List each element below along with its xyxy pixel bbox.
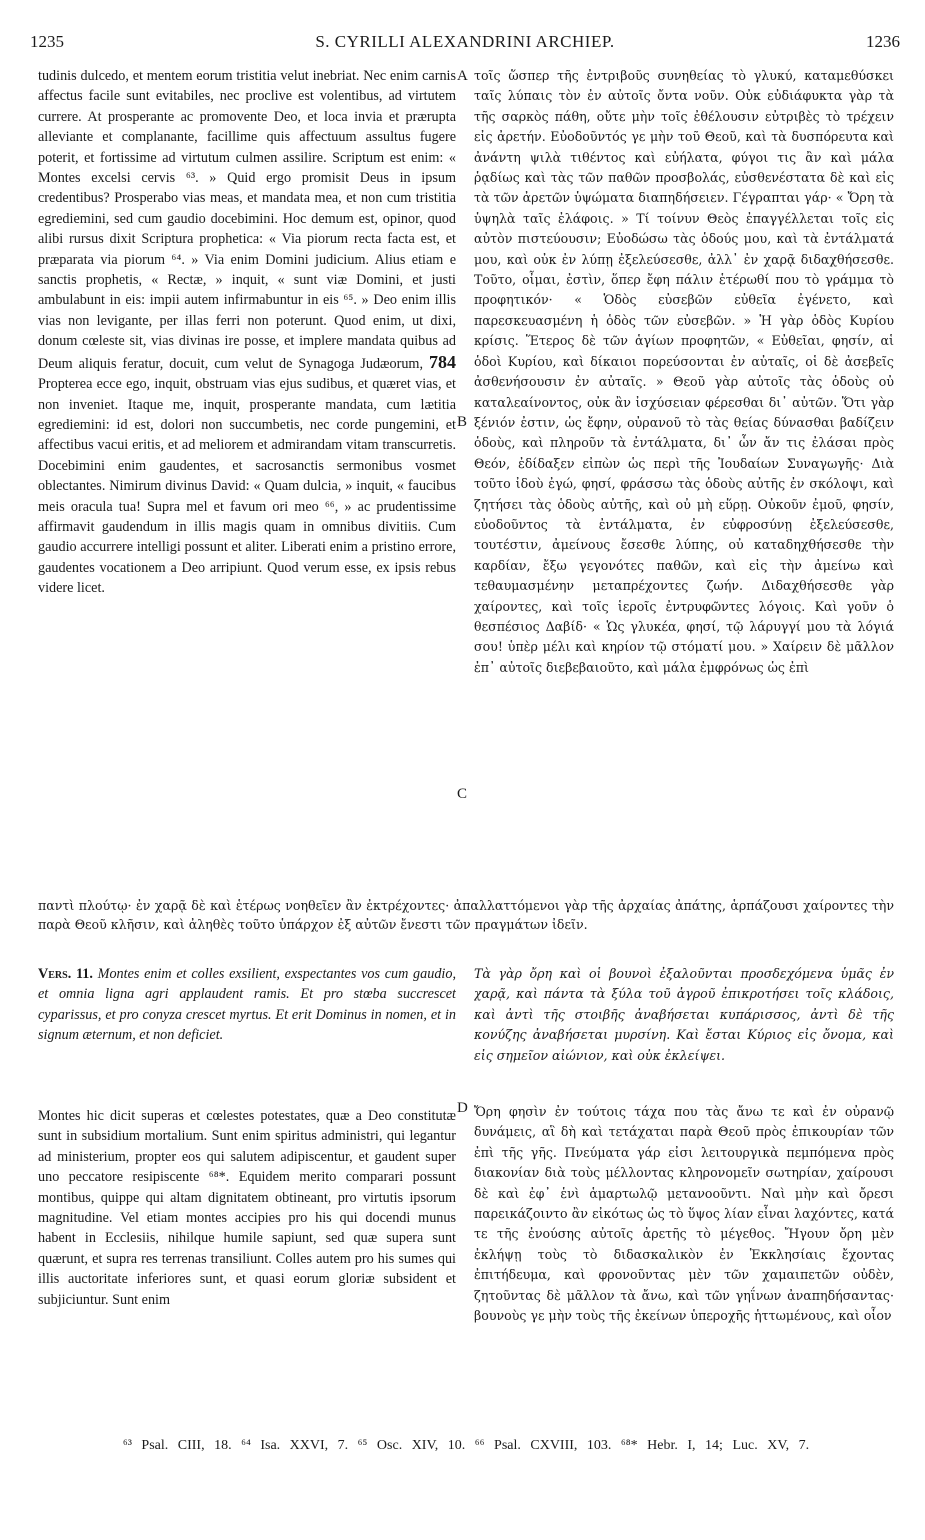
- page-number-left: 1235: [30, 32, 64, 51]
- marker-c: C: [457, 786, 468, 802]
- latin-verse: [38, 964, 456, 1084]
- footnotes: ⁶³ Psal. CIII, 18. ⁶⁴ Isa. XXVI, 7. ⁶⁵ Osc. XIV, 10. ⁶⁶ Psal. CXVIII, 103. ⁶⁸* Hebr. I, 14; Luc. XV, 7.: [122, 1438, 810, 1453]
- page-header: [30, 32, 900, 56]
- latin-column-bottom: [38, 1106, 456, 1416]
- marker-d: D: [457, 1100, 468, 1116]
- latin-text-1b: Propterea ecce ego, inquit, obstruam vias ejus sudibus, et quæret vias, et non inveniet. Itaque me, inquit, prosperante mandata, cum lætitia egrediemini: id est, dolori non succumbetis, nec corde pungemini, et affectibus vacui eritis, et ad meliorem et admirandam vitam transcurretis. Docebimini enim gaudentes, et sacrosanctis sermonibus vosmet oblectantes. Nimirum divinus David: « Quam dulcia, » inquit, « faucibus meis oracula tua! Supra mel et favum ori meo ⁶⁶, » ac prudentissime affirmavit gaudendum in illis magis quam in omnibus divitiis. Cum gaudio accurrere intelligi possunt et aliter. Liberati enim a pristino errore, gaudentes vocationem a Deo arripiunt. Quod verum esse, ex ipsis rebus videre licet.: [38, 376, 456, 597]
- latin-text-1a: tudinis dulcedo, et mentem eorum tristitia velut inebriat. Nec enim carnis affectus facile sunt evitabiles, nec proclive est volentibus, ad virtutem currere. At prosperante ac promovente Deo, et loca invia et prærupta alleviante et complanante, facillime quis affectuum assultus fugere poterit, et fortissime ad virtutum culmen assilire. Scriptum est enim: « Montes excelsi cervis ⁶³. » Quid ergo promisit Deus in ipsum credentibus? Prosperabo vias meas, et mandata mea, et non cum tristitia egrediemini, sed cum gaudio docebimini. Hoc demum est, opinor, quod alibi rursus dixit Scriptura prophetica: « Via piorum recta facta est, et præparata via piorum ⁶⁴. » Via enim Domini judicium. Alius etiam e sanctis prophetis, « Rectæ, » inquit, « sunt viæ Domini, et justi ambulabunt in eis: impii autem infirmabuntur in eis ⁶⁵. » Deo enim illis vias non levigante, per illas ferri non poterunt. Quod enim, ut dixi, donum cœleste sit, vias divinas ire posse, et implere mandata quibus ad Deum aliquis feratur, docuit, cum velut de Synagoga Judæorum,: [38, 68, 456, 372]
- marker-b: B: [457, 414, 468, 430]
- marker-a: A: [457, 68, 468, 84]
- greek-column-bottom: [474, 1102, 894, 1416]
- greek-column-top: [474, 66, 894, 896]
- verse-label: Vers. 11.: [38, 966, 93, 982]
- page-number-right: 1236: [866, 32, 900, 51]
- greek-verse-text: Τὰ γὰρ ὄρη καὶ οἱ βουνοὶ ἐξαλοῦνται προσδεχόμενα ὑμᾶς ἐν χαρᾷ, καὶ πάντα τὰ ξύλα τοῦ ἀγροῦ ἐπικροτήσει τοῖς κλάδοις, καὶ ἀντὶ τῆς στοιβῆς ἀναβήσεται κυπάρισσος, ἀντὶ δὲ τῆς κονύζης ἀναβήσεται μυρσίνη. Καὶ ἔσται Κύριος εἰς ὄνομα, καὶ εἰς σημεῖον αἰώνιον, καὶ οὐκ ἐκλείψει.: [474, 966, 894, 1063]
- latin-verse-text: Montes enim et colles exsilient, exspectantes vos cum gaudio, et omnia ligna agri applaudent ramis. Et pro stœba succrescet cyparissus, et pro conyza crescet myrtus. Et erit Dominus in nomen, et in signum æternum, et non deficiet.: [38, 966, 456, 1044]
- latin-paragraph-2: Montes hic dicit superas et cœlestes potestates, quæ a Deo constitutæ sunt in subsidium mortalium. Sunt enim spiritus administri, qui legantur ad ministerium, propter eos qui salutem adipiscentur, et gaudent super uno peccatore resipiscente ⁶⁸*. Equidem merito comparari possunt montibus, quippe qui altam dignitatem obtineant, pro virtutis ipsorum magnitudine. Vel etiam montes accipies pro his qui docendi munus habent in Ecclesiis, nihilque humile sapiunt, sed quæ supera sunt quærunt, et supra res terrenas transiliunt. Colles autem pro his sumes qui illis auctoritate inferiores sunt, et quasi eorum gloriæ subsident et subjiciuntur. Sunt enim: [38, 1108, 456, 1308]
- running-title: S. CYRILLI ALEXANDRINI ARCHIEP.: [315, 32, 615, 51]
- greek-verse: [474, 964, 894, 1090]
- latin-column-top: [38, 66, 456, 896]
- greek-paragraph-2: Ὄρη φησὶν ἐν τούτοις τάχα που τὰς ἄνω τε καὶ ἐν οὐρανῷ δυνάμεις, αἳ δὴ καὶ τετάχαται παρὰ Θεοῦ πρὸς ἐπικουρίαν τῶν ἐπὶ τῆς γῆς. Πνεύματα γάρ εἰσι λειτουργικὰ πεμπόμενα πρὸς διακονίαν διὰ τοὺς μέλλοντας κληρονομεῖν σωτηρίαν, χαίρουσι δὲ καὶ ἐφ᾽ ἑνὶ ἁμαρτωλῷ μετανοοῦντι. Ναὶ μὴν καὶ ὄρεσι παρεικάζοιντο ἂν εἰκότως ὡς τὸ ὕψος λίαν εἶναι λαχόντες, κατά τε τῆς ἐνούσης αὐτοῖς ἀρετῆς τὸ μέγεθος. Ἤγουν ὄρη μὲν ἐκλήψῃ τοὺς τὸ διδασκαλικὸν ἐν Ἐκκλησίαις ἔχοντας ἐπιτήδευμα, καὶ φρονοῦντας μὲν τῶν χαμαιπετῶν οὐδὲν, ζητοῦντας δὲ μᾶλλον τὰ ἄνω, καὶ τῶν γηΐνων ἀναπηδήσαντας· βουνοὺς γε μὴν τοὺς τῆς ἐκείνων ὑπεροχῆς ἡττωμένους, καὶ οἷον: [474, 1104, 894, 1324]
- greek-fullwidth-line: παντὶ πλούτῳ· ἐν χαρᾷ δὲ καὶ ἑτέρως νοηθεῖεν ἂν ἐκτρέχοντες· ἀπαλλαττόμενοι γὰρ τῆς ἀρχαίας ἀπάτης, ἁρπάζουσι χαίροντες τὴν παρὰ Θεοῦ κλῆσιν, καὶ ἀληθὲς τοῦτο ὑπάρχον ἐξ αὐτῶν ἔνεστι τῶν πραγμάτων ἰδεῖν.: [38, 898, 894, 932]
- latin-paragraph-1: [38, 66, 456, 599]
- column-number: 784: [429, 351, 456, 372]
- greek-paragraph-1: τοῖς ὥσπερ τῆς ἐντριβοῦς συνηθείας τὸ γλυκύ, καταμεθύσκει ταῖς λύπαις τὸν ἐν αὐτοῖς ὄντα νοῦν. Οὐκ εὐδιάφυκτα γὰρ τὰ τῆς σαρκὸς πάθη, οὔτε μὴν τοῖς ἐθέλουσιν εὐτριβὲς τὸ τρέχειν εἰς ἀρετήν. Εὐοδοῦντός γε μὴν τοῦ Θεοῦ, καὶ τὰ δυσπόρευτα καὶ ἀνάντη ψιλὰ τιθέντος καὶ εὐήλατα, φύγοι τις ἂν καὶ μάλα ῥᾳδίως καὶ τὰς τῶν παθῶν προσβολάς, εὐσθενέστατα δὲ καὶ εἰς τὰ τῶν ἀρετῶν ὑψώματα διαπηδήσειεν. Γέγραπται γάρ· « Ὄρη τὰ ὑψηλὰ ταῖς ἐλάφοις. » Τί τοίνυν Θεὸς ἐπαγγέλλεται τοῖς εἰς αὐτὸν πιστεύουσιν; Εὐοδώσω τὰς ὁδούς μου, καὶ τὰ ἐντάλματά μου, καὶ οὐκ ἐν λύπῃ ἐξελεύσεσθε, ἀλλ᾽ ἐν χαρᾷ διδαχθήσεσθε. Τοῦτο, οἶμαι, ἐστὶν, ὅπερ ἔφη πάλιν ἑτέρωθί που τὸ γράμμα τὸ προφητικόν· « Ὁδὸς εὐσεβῶν εὐθεῖα ἐγένετο, καὶ παρεσκευασμένη ἡ ὁδὸς τῶν εὐσεβῶν. » Ἡ γὰρ ὁδὸς Κυρίου κρίσις. Ἕτερος δὲ τῶν ἁγίων προφητῶν, « Εὐθεῖαι, φησίν, αἱ ὁδοὶ Κυρίου, καὶ δίκαιοι πορεύσονται ἐν αὐταῖς, οἱ δὲ ἀσεβεῖς ἀσθενήσουσιν ἐν αὐταῖς. » Θεοῦ γὰρ αὐτοῖς τὰς ὁδοὺς οὐ καταλεαίνοντος, οὐκ ἂν ἰσχύσειαν φέρεσθαι δι᾽ αὐτῶν. Ὅτι γὰρ ξένιόν ἐστιν, ὡς ἔφην, οὐρανοῦ τὸ τὰς θείας δύνασθαι βαδίζειν ὁδοὺς, καὶ πληροῦν τὰ ἐντάλματα, δι᾽ ὧν ἄν τις ἐλάσαι πρὸς Θεόν, ἐδίδαξεν εἰπὼν ὡς περὶ τῆς Ἰουδαίων Συναγωγῆς· Διὰ τοῦτο ἰδοὺ ἐγώ, φησί, φράσσω τὰς ὁδοὺς αὐτῆς ἐν σκόλοψι, καὶ ζητήσει τὰς ὁδοὺς αὐτῆς, καὶ οὐ μὴ εὕρῃ. Οὐκοῦν ἐμοῦ, φησίν, εὐοδοῦντος τὰ ἐντάλματα, ἐν εὐφροσύνῃ ἐξελεύσεσθε, τουτέστιν, ἀμείνους ἔσεσθε λύπης, οὐ καταδηχθήσεσθε τὴν καρδίαν, ἔξω γεγονότες παθῶν, καὶ εἰς τὴν ἀμείνω καὶ τεθαυμασμένην μεταπρέχοντες ζωήν. Διδαχθήσεσθε γὰρ χαίροντες, καὶ τοῖς ἱεροῖς ἐντρυφῶντες λόγοις. Καὶ γοῦν ὁ θεσπέσιος Δαβίδ· « Ὡς γλυκέα, φησί, τῷ λάρυγγί μου τὰ λόγιά σου! ὑπὲρ μέλι καὶ κηρίον τῷ στόματί μου. » Χαίρειν δὲ μᾶλλον ἐπ᾽ αὐτοῖς διεβεβαιοῦτο, καὶ μάλα ἐμφρόνως ὡς ἐπὶ: [474, 68, 894, 675]
